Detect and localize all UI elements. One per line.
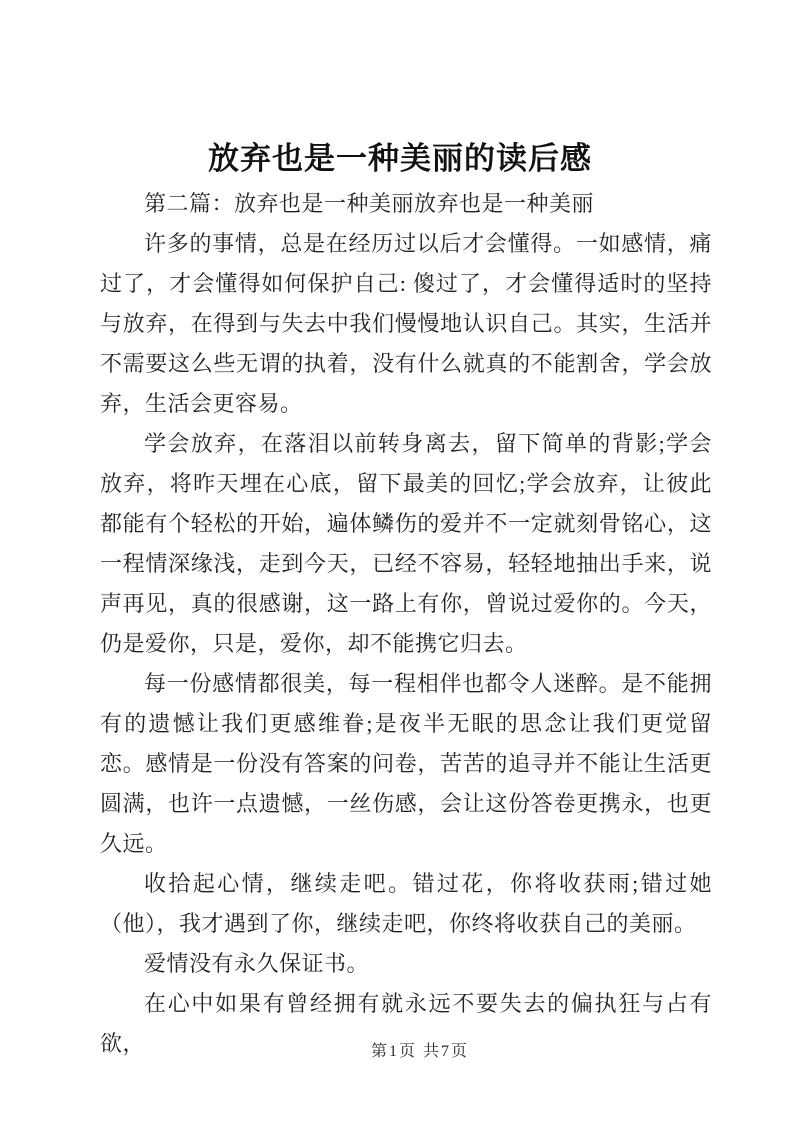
- document-body: [100, 184, 712, 1064]
- page-number-label: 第1页 共7页: [370, 1043, 469, 1060]
- paragraph: 爱情没有永久保证书。: [144, 951, 370, 976]
- page-footer: [0, 1038, 800, 1061]
- paragraph: 收拾起心情，继续走吧。错过花，你将收获雨;错过她（他），我才遇到了你，继续走吧，你终将收获自己的美丽。: [100, 871, 712, 936]
- paragraph: 许多的事情，总是在经历过以后才会懂得。一如感情，痛过了，才会懂得如何保护自己: 傻过了，才会懂得适时的坚持与放弃，在得到与失去中我们慢慢地认识自己。其实，生活并不需要这么些无谓的执着，没有什么就真的不能割舍，学会放弃，生活会更容易。: [100, 231, 712, 416]
- paragraph-section-label: 第二篇：放弃也是一种美丽放弃也是一种美丽: [144, 191, 595, 216]
- document-title: 放弃也是一种美丽的读后感: [208, 141, 592, 176]
- paragraph-truncated: 在心中如果有曾经拥有就永远不要失去的偏执狂与占有欲，: [100, 991, 712, 1056]
- paragraph: 每一份感情都很美，每一程相伴也都令人迷醉。是不能拥有的遗憾让我们更感维眷;是夜半无眠的思念让我们更觉留恋。感情是一份没有答案的问卷，苦苦的追寻并不能让生活更圆满，也许一点遗憾，一丝伤感，会让这份答卷更携永，也更久远。: [100, 671, 712, 856]
- paragraph: 学会放弃，在落泪以前转身离去，留下简单的背影;学会放弃，将昨天埋在心底，留下最美的回忆;学会放弃，让彼此都能有个轻松的开始，遍体鳞伤的爱并不一定就刻骨铭心，这一程情深缘浅，走到今天，已经不容易，轻轻地抽出手来，说声再见，真的很感谢，这一路上有你，曾说过爱你的。今天，仍是爱你，只是，爱你，却不能携它归去。: [100, 431, 712, 656]
